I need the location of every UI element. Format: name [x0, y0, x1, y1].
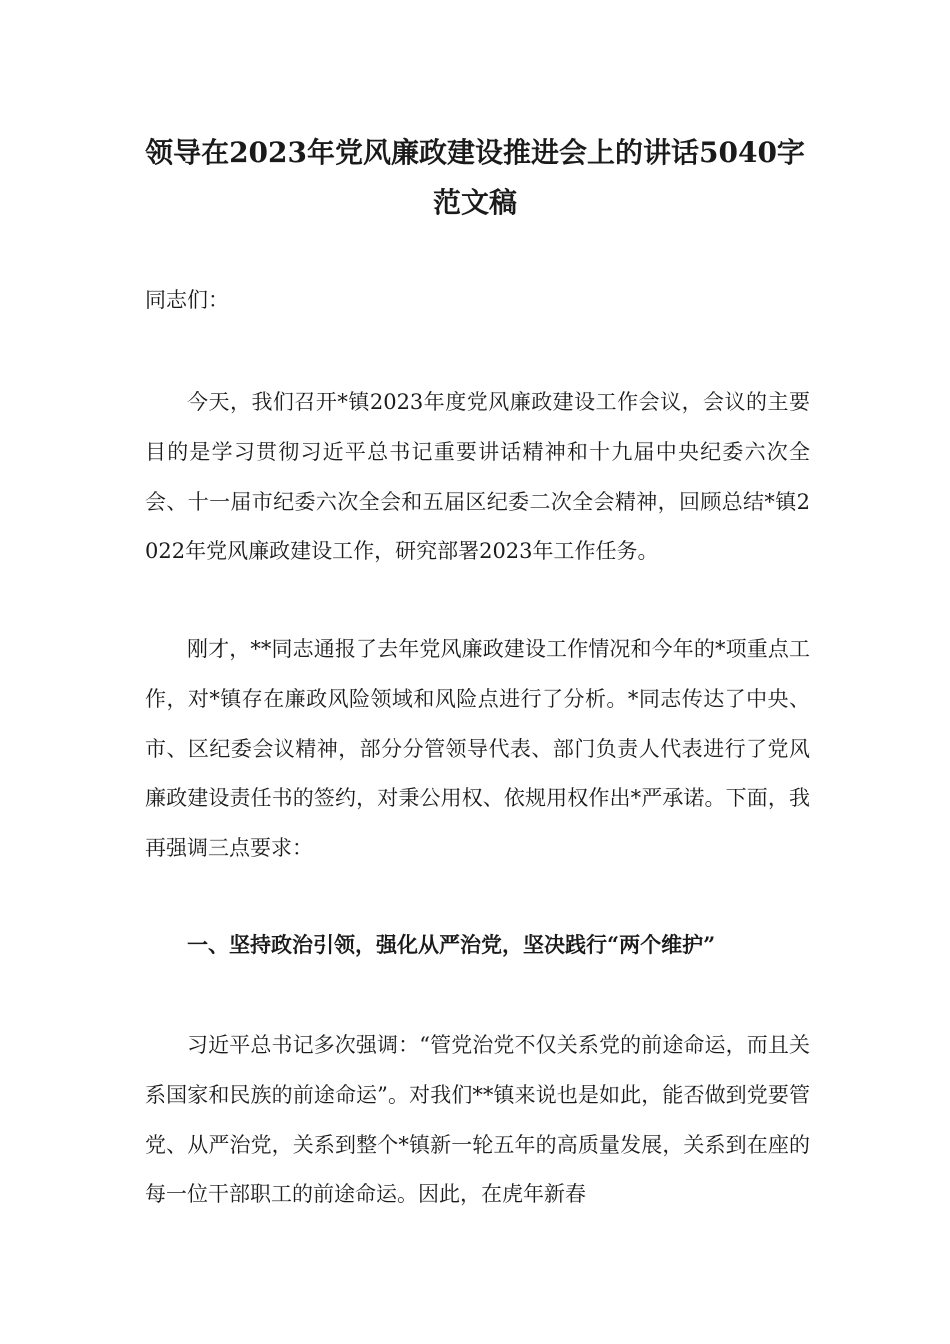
paragraph-2: 刚才，**同志通报了去年党风廉政建设工作情况和今年的*项重点工作，对*镇存在廉政风险领域和风险点进行了分析。*同志传达了中央、市、区纪委会议精神，部分分管领导代表、部门负责人代表进行了党风廉政建设责任书的签约，对秉公用权、依规用权作出*严承诺。下面，我再强调三点要求：	[145, 637, 810, 861]
document-title	[120, 128, 830, 228]
section-heading: 一、坚持政治引领，强化从严治党，坚决践行“两个维护”	[187, 932, 716, 957]
salutation: 同志们：	[145, 288, 229, 312]
paragraph-1: 今天，我们召开*镇2023年度党风廉政建设工作会议，会议的主要目的是学习贯彻习近平总书记重要讲话精神和十九届中央纪委六次全会、十一届市纪委六次全会和五届区纪委二次全会精神，回顾总结*镇2022年党风廉政建设工作，研究部署2023年工作任务。	[145, 390, 810, 564]
title-line-1: 领导在2023年党风廉政建设推进会上的讲话5040字	[145, 136, 805, 169]
title-line-2: 范文稿	[432, 186, 517, 219]
paragraph-3: 习近平总书记多次强调：“管党治党不仅关系党的前途命运，而且关系国家和民族的前途命运”。对我们**镇来说也是如此，能否做到党要管党、从严治党，关系到整个*镇新一轮五年的高质量发展，关系到在座的每一位干部职工的前途命运。因此，在虎年新春	[145, 1033, 810, 1207]
